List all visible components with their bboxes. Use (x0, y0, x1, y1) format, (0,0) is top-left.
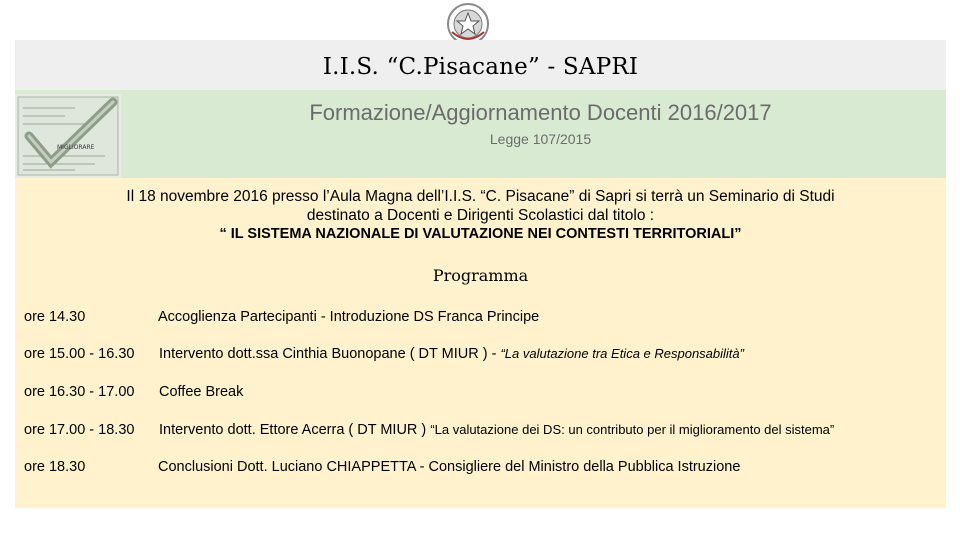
seminar-title: “ IL SISTEMA NAZIONALE DI VALUTAZIONE NEI CONTESTI TERRITORIALI” (219, 226, 742, 242)
item-text: Intervento dott.ssa Cinthia Buonopane ( DT MIUR ) - (159, 346, 497, 362)
school-title: I.I.S. “C.Pisacane” - SAPRI (322, 54, 639, 80)
item-text: Intervento dott. Ettore Acerra ( DT MIUR ) (159, 422, 427, 438)
item-time: ore 17.00 - 18.30 (24, 422, 135, 438)
item-time: ore 14.30 (24, 309, 86, 325)
intro-line-1: Il 18 novembre 2016 presso l’Aula Magna dell’I.I.S. “C. Pisacane” di Sapri si terrà un Seminario di Studi (126, 188, 835, 205)
item-time: ore 15.00 - 16.30 (24, 346, 135, 362)
course-title: Formazione/Aggiornamento Docenti 2016/2017 (309, 100, 772, 125)
course-banner (15, 90, 946, 178)
item-text: Accoglienza Partecipanti - Introduzione DS Franca Principe (158, 309, 540, 325)
announcement-panel (15, 178, 946, 508)
item-text: Coffee Break (159, 384, 244, 400)
item-text: Conclusioni Dott. Luciano CHIAPPETTA - Consigliere del Ministro della Pubblica Istruzione (158, 459, 741, 475)
programme-heading: Programma (432, 266, 529, 285)
checkmark-wordcloud-icon (15, 94, 121, 178)
logo-word: MIGLIORARE (57, 144, 95, 151)
item-time: ore 16.30 - 17.00 (24, 384, 135, 400)
item-detail: “La valutazione tra Etica e Responsabilità” (500, 346, 744, 361)
logo (15, 94, 121, 178)
intro-line-2: destinato a Docenti e Dirigenti Scolastici dal titolo : (306, 207, 655, 224)
intro-text (15, 187, 946, 244)
title-bar (15, 40, 946, 90)
item-time: ore 18.30 (24, 459, 86, 475)
item-detail: “La valutazione dei DS: un contributo per il miglioramento del sistema” (430, 422, 835, 437)
law-reference: Legge 107/2015 (489, 131, 592, 147)
